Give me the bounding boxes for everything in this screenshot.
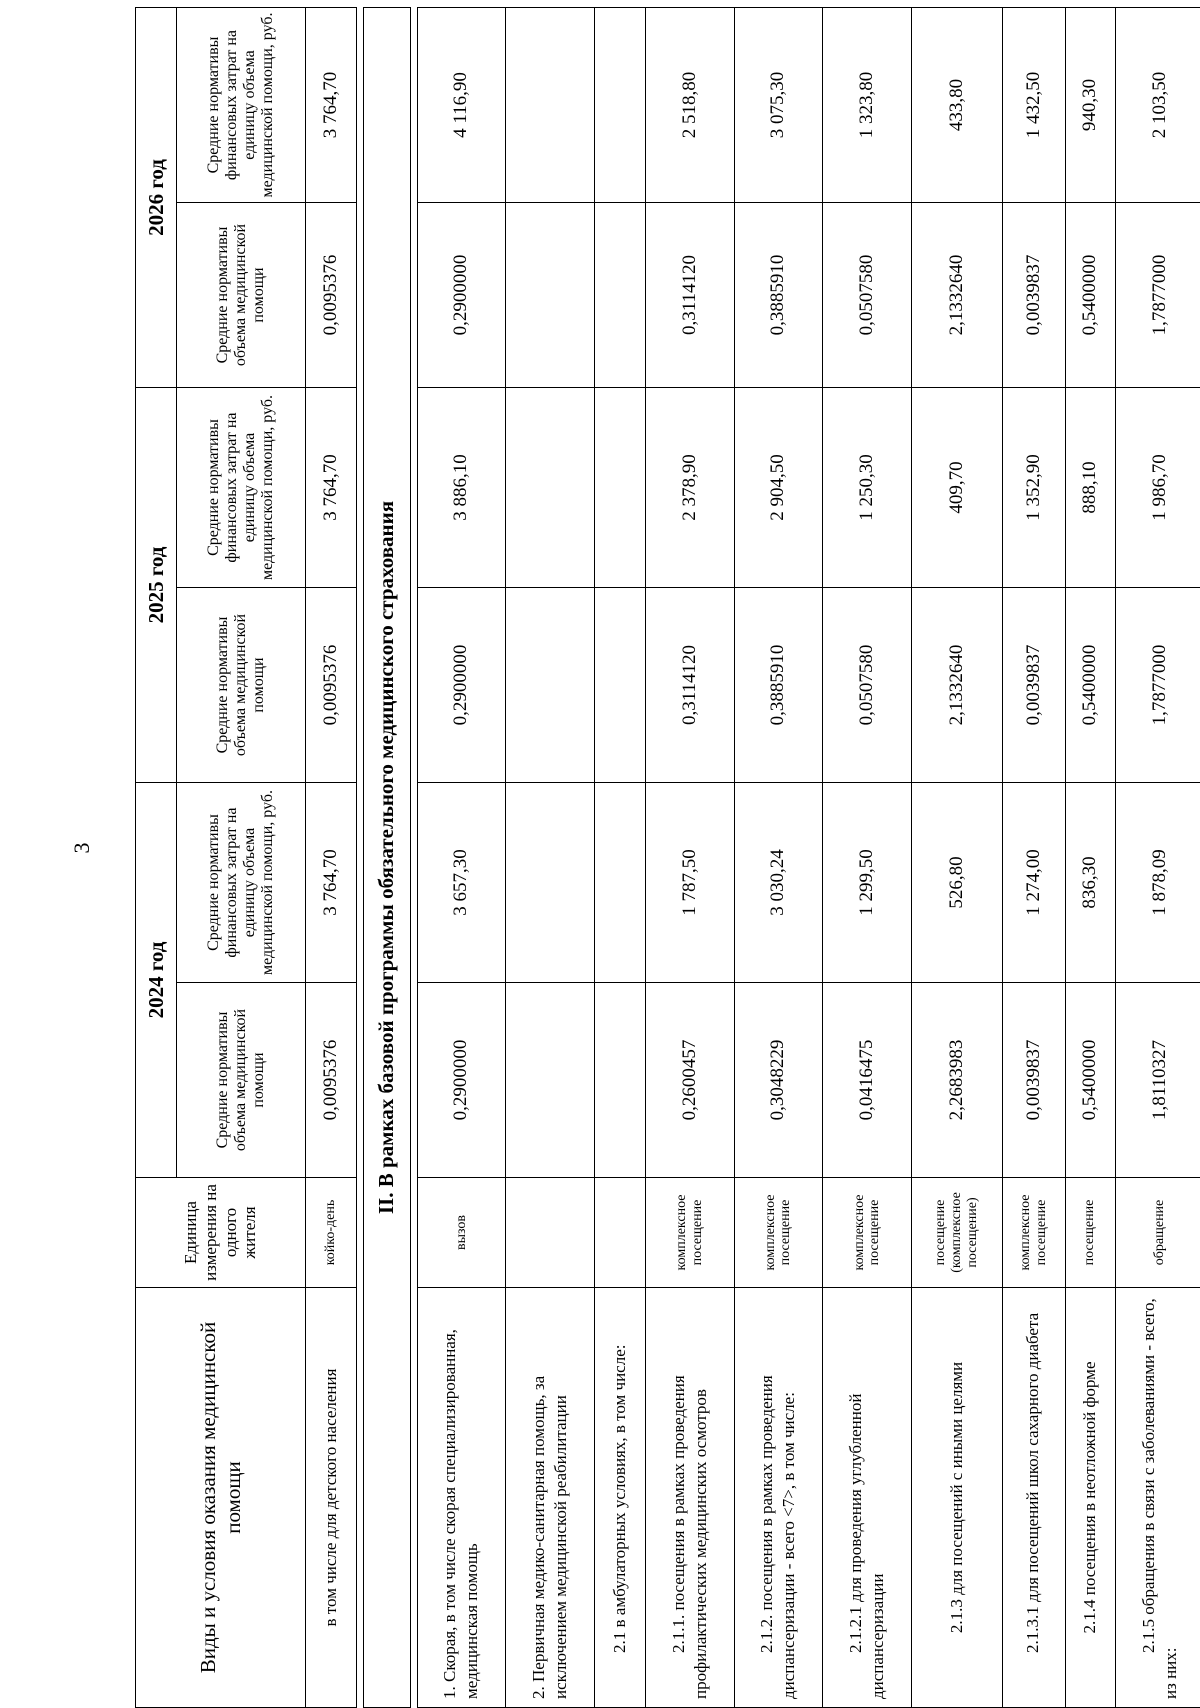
header-volume-2026: Средние нормативы объема медицинской помощи	[177, 203, 306, 388]
row-name: в том числе для детского населения	[306, 1288, 357, 1708]
row-unit: койко-день	[306, 1178, 357, 1288]
cell-value	[595, 203, 646, 388]
cell-value	[506, 203, 595, 388]
cell-value: 0,3114120	[645, 203, 734, 388]
cell-value: 1 878,09	[1116, 783, 1200, 983]
table-row	[1065, 8, 1116, 1708]
row-name: 2. Первичная медико-санитарная помощь, за исключением медицинской реабилитации	[506, 1288, 595, 1708]
cell-value: 0,3114120	[645, 588, 734, 783]
cell-value: 2,2683983	[912, 983, 1002, 1178]
row-unit	[506, 1178, 595, 1288]
section-title: II. В рамках базовой программы обязательного медицинского страхования	[363, 8, 410, 1708]
cell-value: 0,2900000	[417, 983, 506, 1178]
cell-value: 940,30	[1065, 8, 1116, 203]
rotated-table-container	[135, 8, 1200, 1708]
row-unit	[595, 1178, 646, 1288]
cell-value: 2 103,50	[1116, 8, 1200, 203]
cell-value	[506, 388, 595, 588]
cell-value: 1,8110327	[1116, 983, 1200, 1178]
cell-value: 1,7877000	[1116, 588, 1200, 783]
table-row	[1002, 8, 1065, 1708]
cell-value: 0,2900000	[417, 588, 506, 783]
header-cost-2024: Средние нормативы финансовых затрат на единицу объема медицинской помощи, руб.	[177, 783, 306, 983]
cell-value: 3 886,10	[417, 388, 506, 588]
cell-value	[506, 8, 595, 203]
page-number: 3	[69, 842, 94, 854]
cell-value: 0,0095376	[306, 983, 357, 1178]
cell-value: 2,1332640	[912, 588, 1002, 783]
header-volume-2025: Средние нормативы объема медицинской помощи	[177, 588, 306, 783]
row-unit: комплексное посещение	[645, 1178, 734, 1288]
cell-value: 2,1332640	[912, 203, 1002, 388]
cell-value: 433,80	[912, 8, 1002, 203]
table-row	[306, 8, 357, 1708]
cell-value: 0,5400000	[1065, 588, 1116, 783]
cell-value: 1 299,50	[823, 783, 912, 983]
row-name: 2.1.1. посещения в рамках проведения профилактических медицинских осмотров	[645, 1288, 734, 1708]
cell-value: 2 378,90	[645, 388, 734, 588]
cell-value: 0,3048229	[734, 983, 823, 1178]
cell-value: 0,2900000	[417, 203, 506, 388]
cell-value: 3 075,30	[734, 8, 823, 203]
cell-value	[595, 388, 646, 588]
table-row	[595, 8, 646, 1708]
table-gap	[356, 8, 363, 1708]
table-row	[645, 8, 734, 1708]
row-unit: комплексное посещение	[734, 1178, 823, 1288]
table-row	[417, 8, 506, 1708]
cell-value: 0,0095376	[306, 588, 357, 783]
header-unit: Единица измерения на одного жителя	[136, 1178, 306, 1288]
cell-value: 1 250,30	[823, 388, 912, 588]
table-row	[734, 8, 823, 1708]
cell-value: 526,80	[912, 783, 1002, 983]
cell-value: 1 986,70	[1116, 388, 1200, 588]
table-row	[1116, 8, 1200, 1708]
cell-value: 1 352,90	[1002, 388, 1065, 588]
cell-value: 1 432,50	[1002, 8, 1065, 203]
cell-value: 888,10	[1065, 388, 1116, 588]
cell-value: 0,0039837	[1002, 203, 1065, 388]
row-unit: комплексное посещение	[1002, 1178, 1065, 1288]
row-name: 2.1.2. посещения в рамках проведения диспансеризации - всего <7>, в том числе:	[734, 1288, 823, 1708]
cell-value: 2 518,80	[645, 8, 734, 203]
row-name: 2.1.2.1 для проведения углубленной диспансеризации	[823, 1288, 912, 1708]
section-row	[363, 8, 410, 1708]
medical-care-norms-table	[135, 7, 1200, 1708]
cell-value: 3 030,24	[734, 783, 823, 983]
cell-value: 1 274,00	[1002, 783, 1065, 983]
cell-value: 3 764,70	[306, 783, 357, 983]
row-unit: посещение (комплексное посещение)	[912, 1178, 1002, 1288]
cell-value: 4 116,90	[417, 8, 506, 203]
table-gap	[410, 8, 417, 1708]
row-name: 2.1.3.1 для посещений школ сахарного диабета	[1002, 1288, 1065, 1708]
cell-value: 0,0039837	[1002, 983, 1065, 1178]
cell-value: 409,70	[912, 388, 1002, 588]
header-cost-2026: Средние нормативы финансовых затрат на единицу объема медицинской помощи, руб.	[177, 8, 306, 203]
row-unit: обращение	[1116, 1178, 1200, 1288]
table-row	[506, 8, 595, 1708]
cell-value: 1 323,80	[823, 8, 912, 203]
cell-value: 1,7877000	[1116, 203, 1200, 388]
cell-value: 0,0507580	[823, 588, 912, 783]
cell-value	[595, 8, 646, 203]
header-year-2025: 2025 год	[136, 388, 177, 783]
cell-value	[595, 783, 646, 983]
row-name: 1. Скорая, в том числе скорая специализированная, медицинская помощь	[417, 1288, 506, 1708]
row-name: 2.1.4 посещения в неотложной форме	[1065, 1288, 1116, 1708]
row-name: 2.1.3 для посещений с иными целями	[912, 1288, 1002, 1708]
cell-value: 0,5400000	[1065, 983, 1116, 1178]
row-unit: комплексное посещение	[823, 1178, 912, 1288]
cell-value: 836,30	[1065, 783, 1116, 983]
row-name: 2.1 в амбулаторных условиях, в том числе:	[595, 1288, 646, 1708]
cell-value: 0,0507580	[823, 203, 912, 388]
table-row	[912, 8, 1002, 1708]
cell-value: 0,0039837	[1002, 588, 1065, 783]
cell-value: 0,0095376	[306, 203, 357, 388]
cell-value: 0,3885910	[734, 203, 823, 388]
cell-value: 3 764,70	[306, 388, 357, 588]
row-name: 2.1.5 обращения в связи с заболеваниями - всего, из них:	[1116, 1288, 1200, 1708]
header-care-type: Виды и условия оказания медицинской помощи	[136, 1288, 306, 1708]
table-row	[823, 8, 912, 1708]
row-unit: вызов	[417, 1178, 506, 1288]
header-volume-2024: Средние нормативы объема медицинской помощи	[177, 983, 306, 1178]
cell-value: 3 657,30	[417, 783, 506, 983]
cell-value	[595, 983, 646, 1178]
cell-value: 0,0416475	[823, 983, 912, 1178]
cell-value	[506, 783, 595, 983]
cell-value	[595, 588, 646, 783]
header-year-2024: 2024 год	[136, 783, 177, 1178]
cell-value: 0,5400000	[1065, 203, 1116, 388]
cell-value	[506, 588, 595, 783]
cell-value: 3 764,70	[306, 8, 357, 203]
cell-value	[506, 983, 595, 1178]
header-year-2026: 2026 год	[136, 8, 177, 388]
row-unit: посещение	[1065, 1178, 1116, 1288]
cell-value: 2 904,50	[734, 388, 823, 588]
cell-value: 0,2600457	[645, 983, 734, 1178]
cell-value: 0,3885910	[734, 588, 823, 783]
header-cost-2025: Средние нормативы финансовых затрат на единицу объема медицинской помощи, руб.	[177, 388, 306, 588]
cell-value: 1 787,50	[645, 783, 734, 983]
